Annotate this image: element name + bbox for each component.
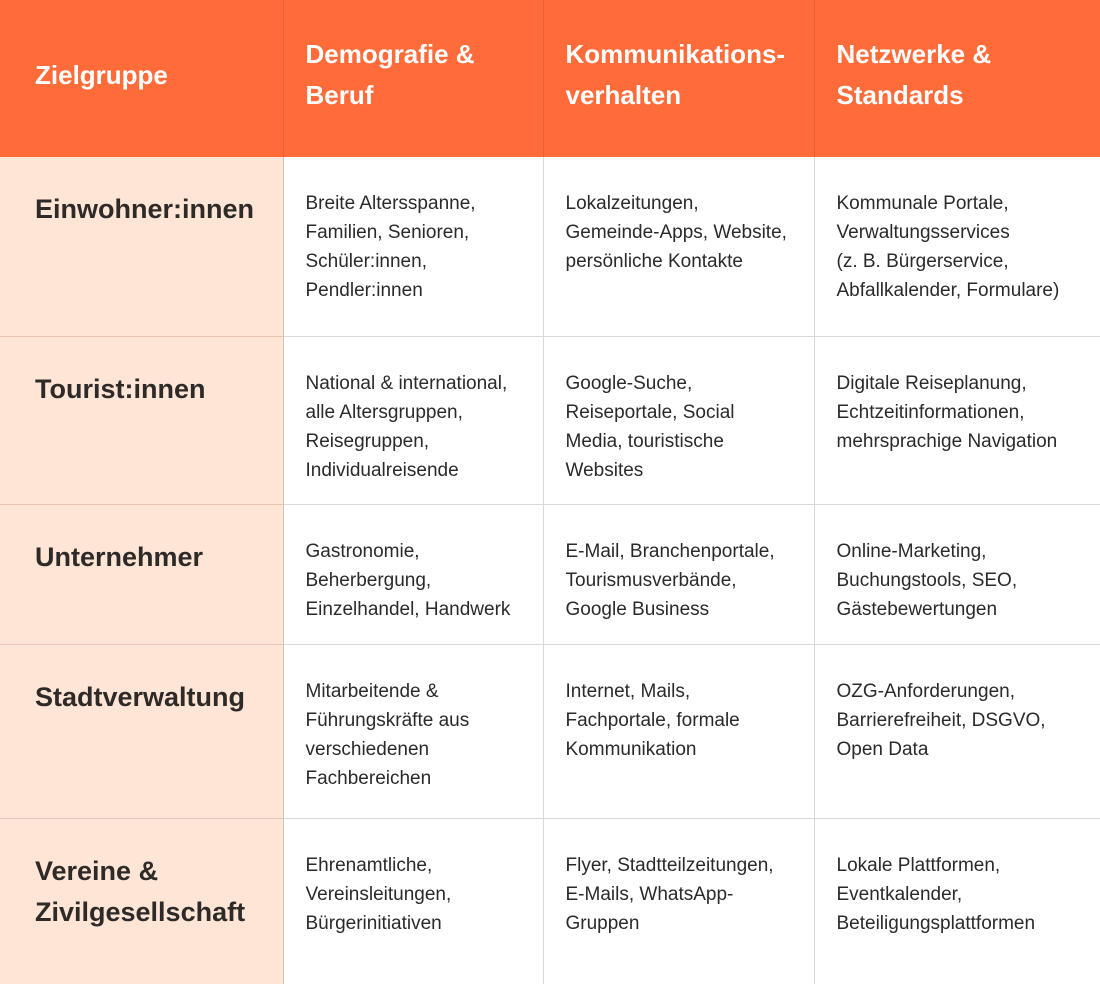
group-cell: Stadtverwaltung (0, 644, 283, 818)
header-demografie-beruf: Demografie & Beruf (283, 0, 543, 157)
demografie-cell: Breite Altersspanne, Familien, Senioren, Schüler:innen, Pendler:innen (283, 157, 543, 336)
demografie-cell: Mitarbeitende & Führungskräfte aus verschiedenen Fachbereichen (283, 644, 543, 818)
table-row (0, 157, 1100, 336)
table-row (0, 336, 1100, 504)
kommunikation-cell: E-Mail, Branchenportale, Tourismusverbände, Google Business (543, 504, 814, 644)
netzwerke-cell: Lokale Plattformen, Eventkalender, Beteiligungsplattformen (814, 818, 1100, 984)
netzwerke-cell: Kommunale Portale, Verwaltungsservices (z. B. Bürgerservice, Abfallkalender, Formulare) (814, 157, 1100, 336)
table-row (0, 818, 1100, 984)
netzwerke-cell: Online-Marketing, Buchungstools, SEO, Gästebewertungen (814, 504, 1100, 644)
header-kommunikationsverhalten: Kommunikations- verhalten (543, 0, 814, 157)
demografie-cell: Ehrenamtliche, Vereinsleitungen, Bürgerinitiativen (283, 818, 543, 984)
table-row (0, 644, 1100, 818)
group-cell: Einwohner:innen (0, 157, 283, 336)
kommunikation-cell: Lokalzeitungen, Gemeinde-Apps, Website, persönliche Kontakte (543, 157, 814, 336)
kommunikation-cell: Google-Suche, Reiseportale, Social Media, touristische Websites (543, 336, 814, 504)
demografie-cell: National & international, alle Altersgruppen, Reisegruppen, Individualreisende (283, 336, 543, 504)
table-row (0, 504, 1100, 644)
demografie-cell: Gastronomie, Beherbergung, Einzelhandel, Handwerk (283, 504, 543, 644)
table-header (0, 0, 1100, 157)
header-zielgruppe: Zielgruppe (0, 0, 283, 157)
header-row (0, 0, 1100, 157)
kommunikation-cell: Flyer, Stadtteilzeitungen, E-Mails, WhatsApp- Gruppen (543, 818, 814, 984)
group-cell: Vereine & Zivilgesellschaft (0, 818, 283, 984)
netzwerke-cell: Digitale Reiseplanung, Echtzeitinformationen, mehrsprachige Navigation (814, 336, 1100, 504)
table-body (0, 157, 1100, 984)
group-cell: Tourist:innen (0, 336, 283, 504)
netzwerke-cell: OZG-Anforderungen, Barrierefreiheit, DSGVO, Open Data (814, 644, 1100, 818)
kommunikation-cell: Internet, Mails, Fachportale, formale Kommunikation (543, 644, 814, 818)
group-cell: Unternehmer (0, 504, 283, 644)
header-netzwerke-standards: Netzwerke & Standards (814, 0, 1100, 157)
